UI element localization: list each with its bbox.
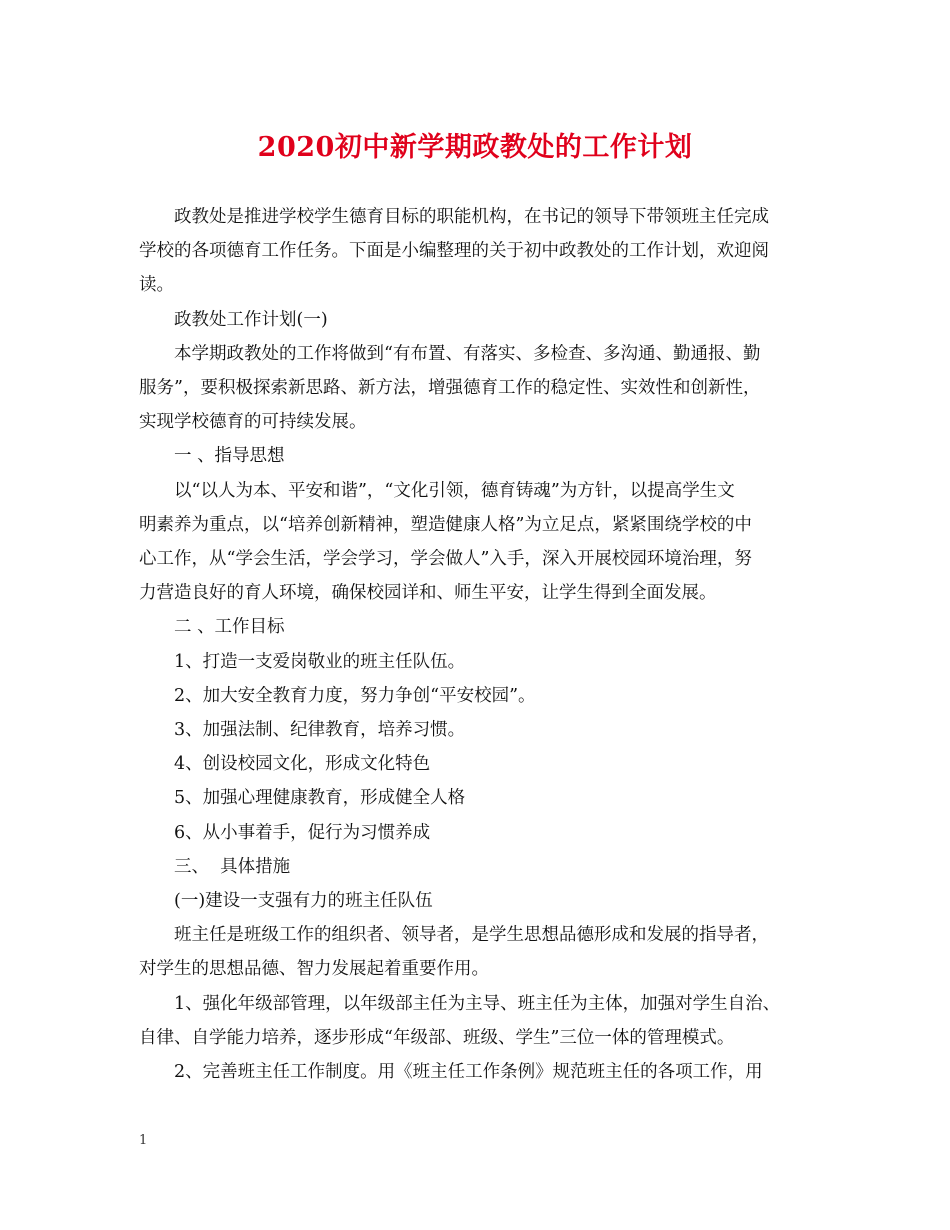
body-line: 一 、指导思想: [139, 446, 285, 467]
body-line: 2、完善班主任工作制度。用《班主任工作条例》规范班主任的各项工作，用: [139, 1062, 763, 1083]
body-line: 二 、工作目标: [139, 617, 285, 638]
body-line: 5、加强心理健康教育，形成健全人格: [139, 788, 466, 809]
body-line: 政教处是推进学校学生德育目标的职能机构，在书记的领导下带领班主任完成: [139, 207, 769, 227]
body-line: 明素养为重点，以“培养创新精神，塑造健康人格”为立足点，紧紧围绕学校的中: [139, 514, 752, 535]
body-line: 班主任是班级工作的组织者、领导者，是学生思想品德形成和发展的指导者，: [139, 925, 769, 946]
body-line: 政教处工作计划(一): [139, 309, 328, 330]
body-line: 以“以人为本、平安和谐”，“文化引领，德育铸魂”为方针，以提高学生文: [139, 480, 735, 501]
body-line: 本学期政教处的工作将做到“有布置、有落实、多检查、多沟通、勤通报、勤: [139, 343, 761, 364]
body-line: 读。: [139, 275, 174, 296]
page-title: 2020初中新学期政教处的工作计划: [257, 132, 693, 163]
body-line: (一)建设一支强有力的班主任队伍: [139, 891, 433, 912]
page-number: 1: [139, 1133, 148, 1148]
body-line: 4、创设校园文化，形成文化特色: [139, 754, 431, 775]
body-line: 1、打造一支爱岗敬业的班主任队伍。: [139, 651, 466, 672]
body-line: 学校的各项德育工作任务。下面是小编整理的关于初中政教处的工作计划，欢迎阅: [139, 241, 769, 262]
body-line: 三、 具体措施: [139, 856, 291, 877]
body-line: 心工作，从“学会生活，学会学习，学会做人”入手，深入开展校园环境治理，努: [139, 549, 752, 570]
document-body: [139, 200, 829, 1089]
body-line: 服务”，要积极探索新思路、新方法，增强德育工作的稳定性、实效性和创新性，: [139, 378, 761, 399]
body-line: 6、从小事着手，促行为习惯养成: [139, 822, 431, 843]
body-line: 力营造良好的育人环境，确保校园详和、师生平安，让学生得到全面发展。: [139, 583, 717, 604]
body-line: 1、强化年级部管理，以年级部主任为主导、班主任为主体，加强对学生自治、: [139, 993, 781, 1014]
body-line: 对学生的思想品德、智力发展起着重要作用。: [139, 959, 489, 980]
body-line: 3、加强法制、纪律教育，培养习惯。: [139, 720, 466, 741]
body-line: 自律、自学能力培养，逐步形成“年级部、班级、学生”三位一体的管理模式。: [139, 1027, 735, 1048]
body-line: 2、加大安全教育力度，努力争创“平安校园”。: [139, 685, 536, 706]
body-line: 实现学校德育的可持续发展。: [139, 412, 367, 433]
